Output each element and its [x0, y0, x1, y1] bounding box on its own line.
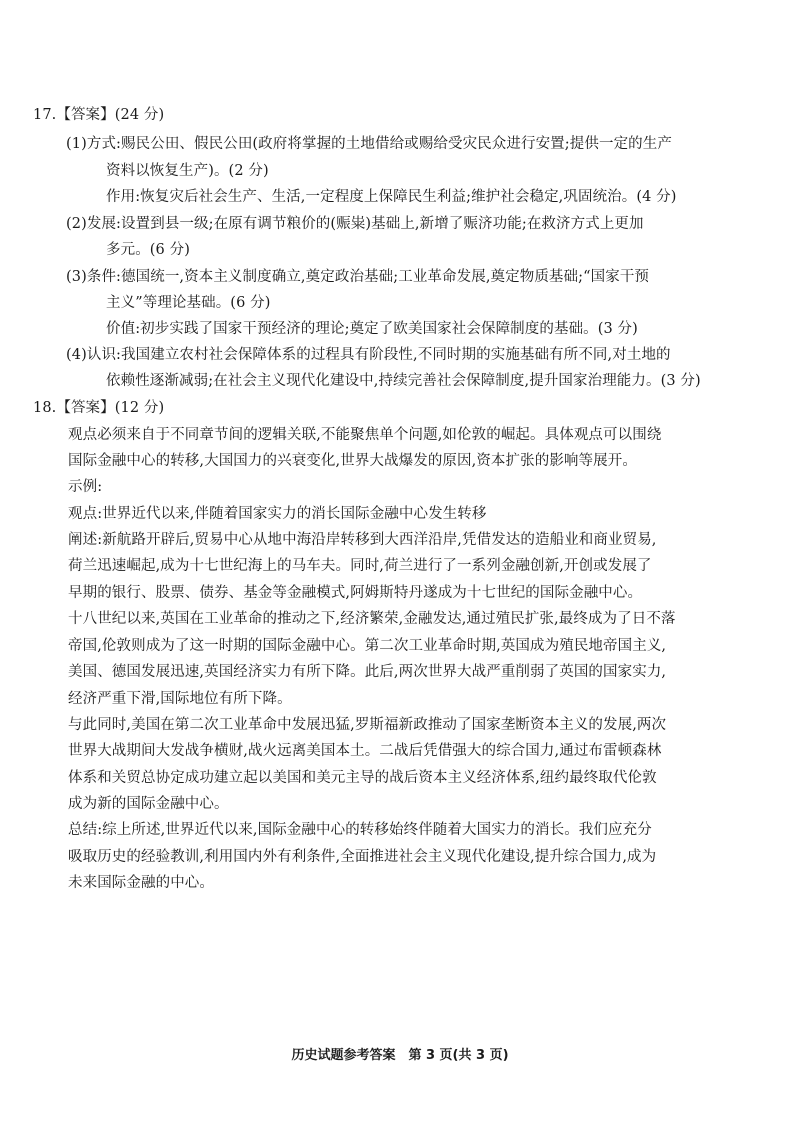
q18-line: 早期的银行、股票、债券、基金等金融模式,阿姆斯特丹遂成为十七世纪的国际金融中心。 — [68, 585, 643, 601]
q18-line: 阐述:新航路开辟后,贸易中心从地中海沿岸转移到大西洋沿岸,凭借发达的造船业和商业贸易, — [68, 532, 657, 548]
q17-part4-line1: (4)认识:我国建立农村社会保障体系的过程具有阶段性,不同时期的实施基础有所不同,对土地的 — [66, 347, 671, 363]
q18-line: 美国、德国发展迅速,英国经济实力有所下降。此后,两次世界大战严重削弱了英国的国家实力, — [68, 664, 667, 680]
q18-line: 示例: — [68, 479, 103, 495]
q17-part3-line3: 价值:初步实践了国家干预经济的理论;奠定了欧美国家社会保障制度的基础。(3 分) — [106, 321, 638, 337]
q18-line: 世界大战期间大发战争横财,战火远离美国本土。二战后凭借强大的综合国力,通过布雷顿森林 — [68, 743, 662, 759]
question-17-header: 17.【答案】(24 分) — [33, 107, 165, 123]
q17-part4-line2: 依赖性逐渐减弱;在社会主义现代化建设中,持续完善社会保障制度,提升国家治理能力。(3 分) — [106, 373, 701, 389]
q18-line: 帝国,伦敦则成为了这一时期的国际金融中心。第二次工业革命时期,英国成为殖民地帝国主义, — [68, 638, 667, 654]
q18-line: 与此同时,美国在第二次工业革命中发展迅猛,罗斯福新政推动了国家垄断资本主义的发展,两次 — [68, 717, 667, 733]
q18-line: 荷兰迅速崛起,成为十七世纪海上的马车夫。同时,荷兰进行了一系列金融创新,开创或发展了 — [68, 558, 652, 574]
q17-part2-line2: 多元。(6 分) — [106, 242, 190, 258]
q18-line: 国际金融中心的转移,大国国力的兴衰变化,世界大战爆发的原因,资本扩张的影响等展开。 — [68, 453, 637, 469]
q18-line: 观点:世界近代以来,伴随着国家实力的消长国际金融中心发生转移 — [68, 506, 487, 522]
q17-part3-line1: (3)条件:德国统一,资本主义制度确立,奠定政治基础;工业革命发展,奠定物质基础;“国家干预 — [66, 269, 650, 285]
q17-part1-line1: (1)方式:赐民公田、假民公田(政府将掌握的土地借给或赐给受灾民众进行安置;提供一定的生产 — [66, 136, 672, 152]
q18-line: 十八世纪以来,英国在工业革命的推动之下,经济繁荣,金融发达,通过殖民扩张,最终成为了日不落 — [68, 611, 676, 627]
q17-part1-line2: 资料以恢复生产)。(2 分) — [106, 163, 269, 179]
q17-part1-line3: 作用:恢复灾后社会生产、生活,一定程度上保障民生利益;维护社会稳定,巩固统治。(4 分) — [106, 189, 677, 205]
q18-line: 总结:综上所述,世界近代以来,国际金融中心的转移始终伴随着大国实力的消长。我们应充分 — [68, 822, 652, 838]
page-footer: 历史试题参考答案 第 3 页(共 3 页) — [291, 1048, 509, 1063]
q17-part2-line1: (2)发展:设置到县一级;在原有调节粮价的(赈粜)基础上,新增了赈济功能;在救济方式上更加 — [66, 216, 644, 232]
question-18-header: 18.【答案】(12 分) — [33, 400, 165, 416]
q18-line: 经济严重下滑,国际地位有所下降。 — [68, 691, 292, 707]
q18-line: 吸取历史的经验教训,利用国内外有利条件,全面推进社会主义现代化建设,提升综合国力,成为 — [68, 849, 657, 865]
q18-line: 观点必须来自于不同章节间的逻辑关联,不能聚焦单个问题,如伦敦的崛起。具体观点可以围绕 — [68, 427, 662, 443]
q18-line: 未来国际金融的中心。 — [68, 875, 214, 891]
q18-line: 成为新的国际金融中心。 — [68, 796, 229, 812]
q17-part3-line2: 主义”等理论基础。(6 分) — [106, 295, 271, 311]
q18-line: 体系和关贸总协定成功建立起以美国和美元主导的战后资本主义经济体系,纽约最终取代伦敦 — [68, 770, 657, 786]
